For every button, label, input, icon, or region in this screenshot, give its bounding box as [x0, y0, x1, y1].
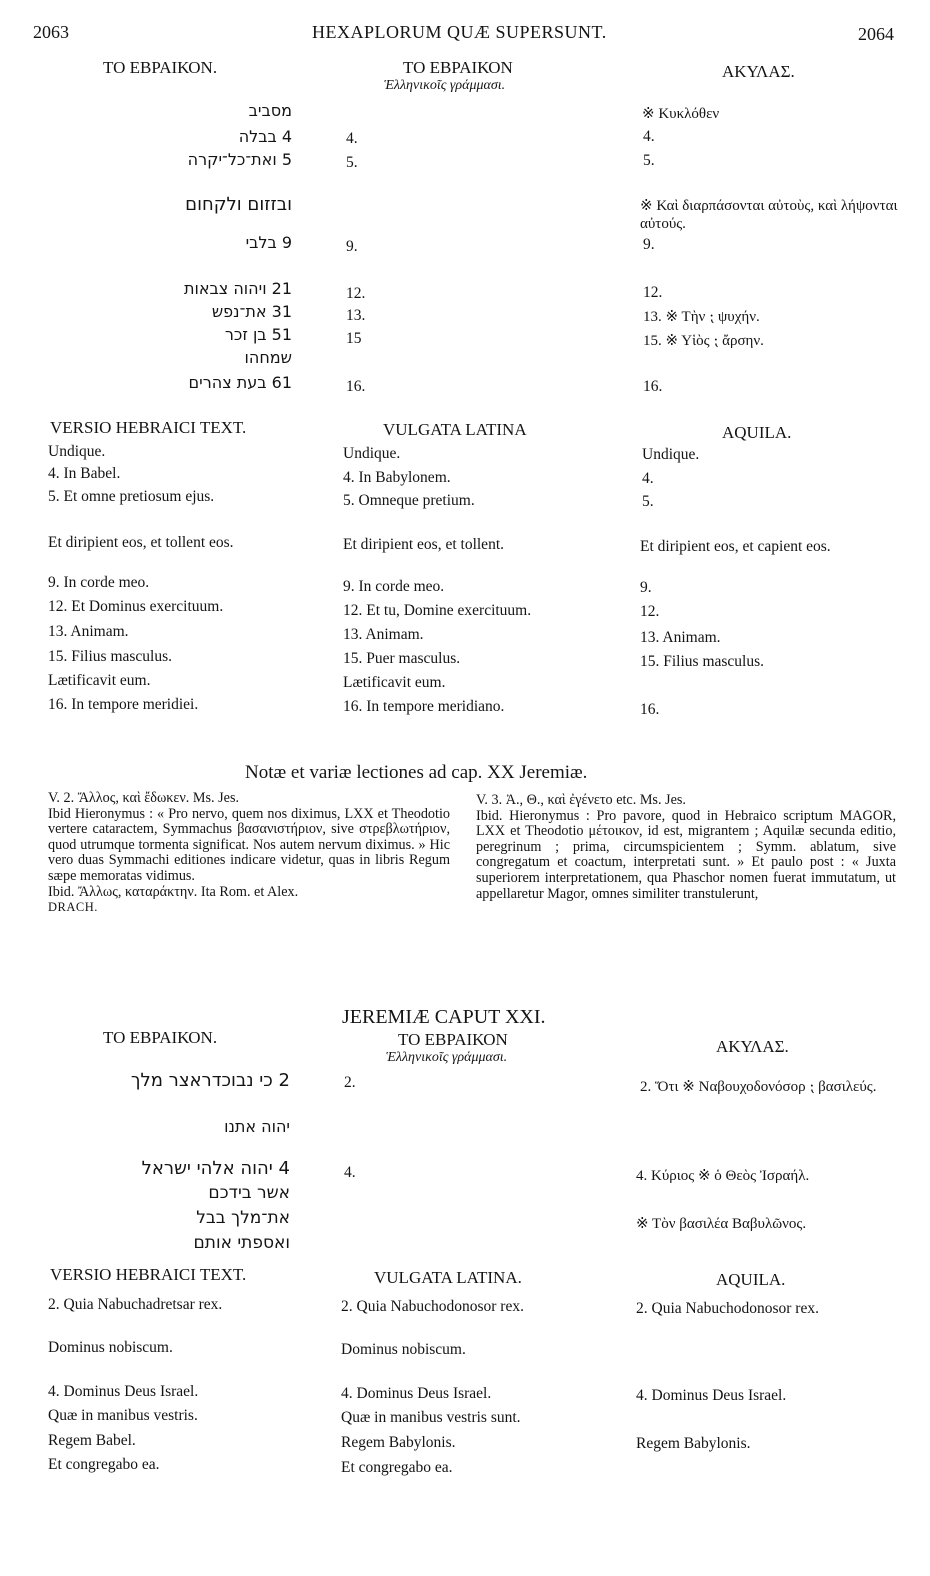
s2-aquila-line: 4. Κύριος ※ ὁ Θεὸς Ἰσραήλ. — [636, 1168, 810, 1184]
s2-col3-header: ΑΚΥΛΑΣ. — [716, 1037, 789, 1056]
s1-aquila-latin-line: 9. — [640, 579, 652, 596]
s2-hebraici-line: Quæ in manibus vestris. — [48, 1407, 198, 1424]
s1-col3-header: ΑΚΥΛΑΣ. — [722, 62, 795, 81]
s1-col2-line: 16. — [346, 378, 366, 395]
s1-aquila-line: 4. — [643, 128, 655, 145]
s1-hebraici-line: 15. Filius masculus. — [48, 648, 173, 665]
right-page-number: 2064 — [858, 24, 894, 44]
s1-vulgata-line: 12. Et tu, Domine exercituum. — [343, 602, 532, 619]
running-title: HEXAPLORUM QUÆ SUPERSUNT. — [312, 22, 607, 42]
s1-hebraici-line: Lætificavit eum. — [48, 672, 151, 689]
s1-aquila-line: 13. ※ Τὴν ⁏ ψυχήν. — [643, 309, 760, 325]
s2-hebraici-line: Regem Babel. — [48, 1432, 136, 1449]
s1-aquila-line: 5. — [643, 152, 655, 169]
s1-hebrew-line: 13 את־נפש — [211, 302, 292, 321]
s1-vulgata-line: 13. Animam. — [343, 626, 424, 643]
s1-aquila-line: ※ Κυκλόθεν — [642, 106, 720, 122]
s1-hebraici-line: Et diripient eos, et tollent eos. — [48, 534, 234, 551]
s2-latin-col2-header: VULGATA LATINA. — [374, 1268, 522, 1287]
s2-latin-col1-header: VERSIO HEBRAICI TEXT. — [50, 1265, 247, 1284]
s1-col2-line: 9. — [346, 238, 358, 255]
s2-aquila-latin-line: 2. Quia Nabuchodonosor rex. — [636, 1300, 819, 1317]
s1-hebrew-line: 5 ואת־כל־יקרה — [187, 150, 292, 169]
s1-latin-col1-header: VERSIO HEBRAICI TEXT. — [50, 418, 247, 437]
s2-col2-line: 2. — [344, 1074, 356, 1091]
s2-latin-col3-header: AQUILA. — [716, 1270, 786, 1289]
s2-hebrew-line: ואספתי אותם — [193, 1233, 290, 1253]
s2-aquila-latin-line: 4. Dominus Deus Israel. — [636, 1387, 787, 1404]
s1-vulgata-line: 15. Puer masculus. — [343, 650, 461, 667]
s1-col2-line: 13. — [346, 307, 366, 324]
s2-hebrew-line: 4 יהוה אלהי ישראל — [141, 1158, 290, 1179]
s1-vulgata-line: Lætificavit eum. — [343, 674, 446, 691]
s1-hebrew-line: 12 ויהוה צבאות — [183, 279, 292, 298]
s1-hebraici-line: 5. Et omne pretiosum ejus. — [48, 488, 215, 505]
s1-aquila-latin-line: Undique. — [642, 446, 700, 463]
note-paragraph: V. 2. Ἄλλος, καὶ ἔδωκεν. Ms. Jes. — [48, 790, 240, 806]
notes-left-column — [48, 791, 450, 916]
note-paragraph: V. 3. Ἀ., Θ., καὶ ἐγένετο etc. Ms. Jes. — [476, 792, 686, 808]
s2-hebraici-line: 4. Dominus Deus Israel. — [48, 1383, 199, 1400]
s1-vulgata-line: Undique. — [343, 445, 401, 462]
s2-vulgata-line: Quæ in manibus vestris sunt. — [341, 1409, 521, 1426]
s1-col2-line: 15 — [346, 330, 362, 347]
s1-latin-col3-header: AQUILA. — [722, 423, 792, 442]
note-paragraph: Ibid. Hieronymus : Pro pavore, quod in Hebraico scriptum MAGOR, LXX et Theodotio μέτοικον, id est, migrantem ; Aquilæ secunda editio, peregrinum ; prima, circumspicientem ; Symm. ablatum, sive congregatum et coactum, interpretati sunt. » Et paulo post : « Juxta superiorem interpretationem, qua Phaschor nomen fuerat immutatum, ut appellaretur Magor, omnes similiter transtulerunt, — [476, 807, 896, 902]
s1-hebrew-line: 9 בלבי — [245, 233, 292, 252]
s1-hebrew-line: 4 בבלה — [238, 127, 292, 146]
s1-hebrew-line: מסביב — [248, 101, 292, 120]
s1-vulgata-line: 9. In corde meo. — [343, 578, 445, 595]
s1-aquila-latin-line: 15. Filius masculus. — [640, 653, 765, 670]
s1-col2-line: 12. — [346, 285, 366, 302]
note-signature: DRACH. — [48, 900, 98, 915]
s1-aquila-latin-line: 5. — [642, 493, 654, 510]
s1-col2-header: ΤΟ ΕΒΡΑΙΚΟΝ — [403, 58, 513, 77]
notes-title: Notæ et variæ lectiones ad cap. XX Jeremiæ. — [245, 762, 588, 783]
s1-latin-col2-header: VULGATA LATINA — [383, 420, 527, 439]
s2-aquila-line: ※ Τὸν βασιλέα Βαβυλῶνος. — [636, 1216, 807, 1232]
s2-col2-line: 4. — [344, 1164, 356, 1181]
left-page-number: 2063 — [33, 22, 69, 42]
s1-hebraici-line: 13. Animam. — [48, 623, 129, 640]
s1-vulgata-line: 5. Omneque pretium. — [343, 492, 475, 509]
s1-col2-subheader: Ἑλληνικοῖς γράμμασι. — [384, 78, 506, 93]
s2-vulgata-line: Regem Babylonis. — [341, 1434, 456, 1451]
s1-vulgata-line: 4. In Babylonem. — [343, 469, 451, 486]
s2-vulgata-line: 4. Dominus Deus Israel. — [341, 1385, 492, 1402]
s1-col2-line: 5. — [346, 154, 358, 171]
s2-vulgata-line: Et congregabo ea. — [341, 1459, 453, 1476]
note-paragraph: Ibid. Ἄλλως, καταράκτην. Ita Rom. et Alex. — [48, 883, 299, 900]
note-paragraph: Ibid Hieronymus : « Pro nervo, quem nos diximus, LXX et Theodotio vertere cataractem, Symmachus βασανιστήριον, sive στρεβλωτήριον, quod utrumque tormenta significat. Nos autem nervum diximus. » Hic vero duas Symmachi editiones indicare videtur, quas in libris Regum sæpe memoratas vidimus. — [48, 805, 450, 884]
s2-col2-subheader: Ἑλληνικοῖς γράμμασι. — [386, 1050, 508, 1065]
s1-aquila-line: 15. ※ Υἱὸς ⁏ ἄρσην. — [643, 333, 764, 349]
s1-aquila-latin-line: 16. — [640, 701, 660, 718]
s1-hebrew-line: שמחהו — [244, 348, 292, 367]
s2-vulgata-line: Dominus nobiscum. — [341, 1341, 466, 1358]
s1-aquila-line: 12. — [643, 284, 663, 301]
s1-aquila-latin-line: 12. — [640, 603, 660, 620]
s2-vulgata-line: 2. Quia Nabuchodonosor rex. — [341, 1298, 524, 1315]
notes-right-column — [476, 793, 896, 902]
s1-vulgata-line: Et diripient eos, et tollent. — [343, 536, 504, 553]
s1-aquila-latin-line: 13. Animam. — [640, 629, 721, 646]
s2-hebraici-line: Dominus nobiscum. — [48, 1339, 173, 1356]
s2-col1-header: ΤΟ ΕΒΡΑΙΚΟΝ. — [103, 1028, 218, 1047]
s1-aquila-line: 16. — [643, 378, 663, 395]
s2-hebrew-line: יהוה אתנו — [224, 1117, 290, 1136]
s1-hebrew-line: 16 בעת צהרים — [188, 373, 292, 392]
s2-hebraici-line: Et congregabo ea. — [48, 1456, 160, 1473]
s2-aquila-latin-line: Regem Babylonis. — [636, 1435, 751, 1452]
s2-hebrew-line: את־מלך בבל — [196, 1208, 290, 1228]
s2-hebraici-line: 2. Quia Nabuchadretsar rex. — [48, 1296, 223, 1313]
s2-aquila-line: 2. Ὅτι ※ Ναβουχοδονόσορ ⁏ βασιλεύς. — [640, 1079, 877, 1095]
s2-hebrew-line: אשר בידכם — [208, 1183, 290, 1203]
s1-hebraici-line: Undique. — [48, 443, 106, 460]
s1-col1-header: ΤΟ ΕΒΡΑΙΚΟΝ. — [103, 58, 218, 77]
s1-hebraici-line: 12. Et Dominus exercituum. — [48, 598, 224, 615]
s1-hebraici-line: 4. In Babel. — [48, 465, 121, 482]
chapter-title: JEREMIÆ CAPUT XXI. — [342, 1006, 546, 1028]
s1-aquila-latin-line: Et diripient eos, et capient eos. — [640, 538, 831, 555]
s1-hebrew-line: 15 בן זכר — [224, 325, 292, 344]
s1-aquila-line: ※ Καὶ διαρπάσονται αὐτοὺς, καὶ λήψονται αὐτούς. — [640, 198, 898, 232]
s1-vulgata-line: 16. In tempore meridiano. — [343, 698, 505, 715]
s1-hebraici-line: 9. In corde meo. — [48, 574, 150, 591]
s1-hebraici-line: 16. In tempore meridiei. — [48, 696, 199, 713]
s1-hebrew-line: ובזזום ולקחום — [185, 194, 292, 215]
s2-col2-header: ΤΟ ΕΒΡΑΙΚΟΝ — [398, 1030, 508, 1049]
s1-aquila-latin-line: 4. — [642, 470, 654, 487]
s1-col2-line: 4. — [346, 130, 358, 147]
s2-hebrew-line: 2 כי נבוכדראצר מלך — [130, 1070, 290, 1091]
s1-aquila-line: 9. — [643, 236, 655, 253]
